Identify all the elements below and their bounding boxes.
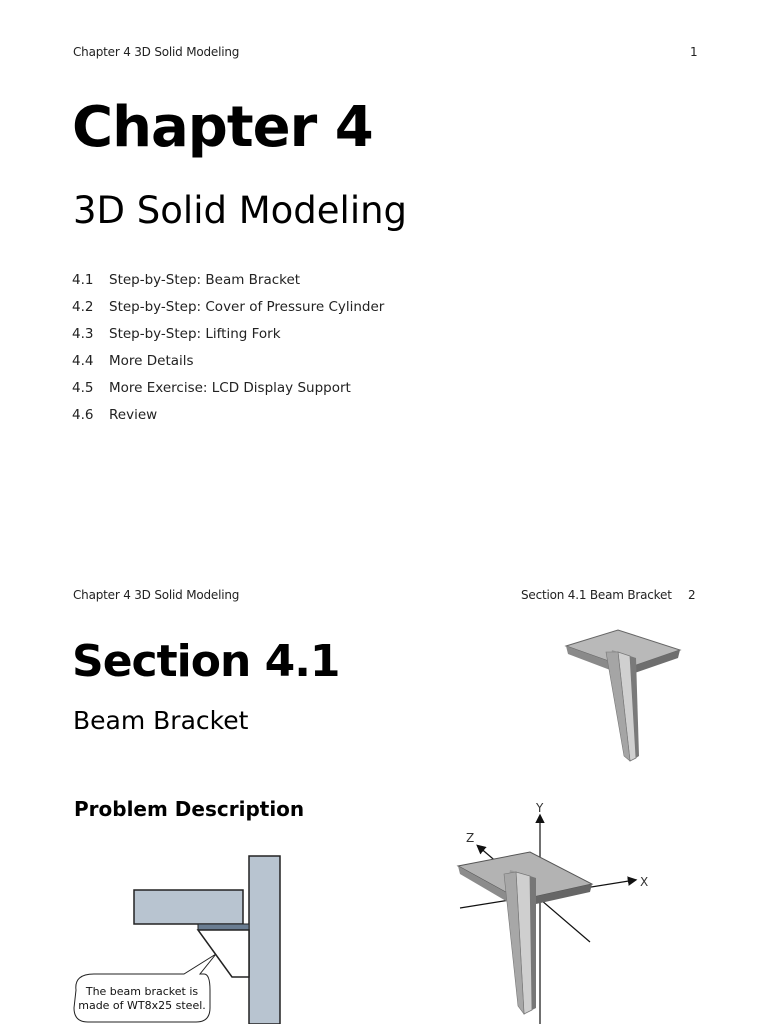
bracket-flange-shape	[198, 924, 249, 930]
toc-item[interactable]	[72, 407, 384, 434]
page-number: 2	[688, 588, 696, 602]
problem-description-heading: Problem Description	[74, 797, 305, 821]
toc-number: 4.2	[72, 299, 94, 315]
running-header-chapter: Chapter 4 3D Solid Modeling	[73, 45, 240, 59]
beam-bracket-render-icon	[560, 628, 690, 768]
toc-item[interactable]	[72, 272, 384, 299]
beam-shape	[134, 890, 243, 924]
toc-label: More Details	[109, 353, 194, 369]
toc-item[interactable]	[72, 299, 384, 326]
toc-label: Review	[109, 407, 158, 423]
running-header-chapter: Chapter 4 3D Solid Modeling	[73, 588, 240, 602]
coordinate-bracket-diagram	[450, 796, 660, 1024]
bracket-web-shape	[198, 930, 249, 977]
toc-item[interactable]	[72, 380, 384, 407]
table-of-contents	[72, 272, 384, 434]
toc-number: 4.6	[72, 407, 94, 423]
callout-line-1: The beam bracket is	[85, 985, 199, 998]
x-axis-label: X	[640, 875, 649, 889]
running-header-section: Section 4.1 Beam Bracket	[521, 588, 672, 602]
callout-line-2: made of WT8x25 steel.	[78, 999, 206, 1012]
toc-number: 4.1	[72, 272, 94, 288]
toc-label: More Exercise: LCD Display Support	[109, 380, 351, 396]
section-title: Section 4.1	[72, 636, 340, 687]
toc-item[interactable]	[72, 353, 384, 380]
toc-label: Step-by-Step: Cover of Pressure Cylinder	[109, 299, 385, 315]
toc-number: 4.3	[72, 326, 94, 342]
toc-number: 4.5	[72, 380, 94, 396]
z-axis-label: Z	[466, 831, 475, 845]
page-number: 1	[690, 45, 698, 59]
toc-item[interactable]	[72, 326, 384, 353]
page-2	[0, 560, 768, 1024]
chapter-title: Chapter 4	[72, 95, 373, 160]
section-subtitle: Beam Bracket	[73, 706, 249, 735]
y-axis-label: Y	[536, 801, 544, 815]
column-shape	[249, 856, 280, 1024]
toc-label: Step-by-Step: Lifting Fork	[109, 326, 281, 342]
toc-number: 4.4	[72, 353, 94, 369]
toc-label: Step-by-Step: Beam Bracket	[109, 272, 301, 288]
chapter-subtitle: 3D Solid Modeling	[73, 189, 408, 232]
assembly-diagram	[66, 850, 286, 1024]
